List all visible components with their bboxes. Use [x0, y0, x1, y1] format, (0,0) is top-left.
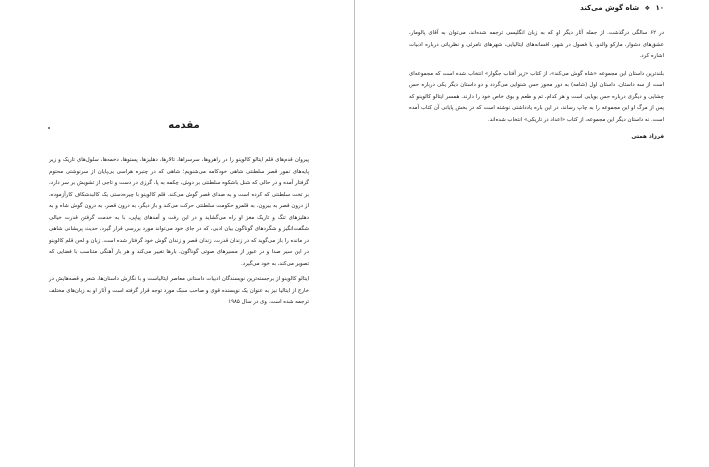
translator-name: فرزاد همتی: [631, 134, 664, 140]
page-number: ۱۰: [655, 4, 664, 12]
preface-paragraph-1: در ۶۲ سالگی درگذشت. از جمله آثار دیگر او که به زبان انگلیسی ترجمه شده‌اند، می‌توان به آقای پالومار، عشق‌های دشوار، مارکو والدو، یا فصول در شهر، افسانه‌های ایتالیایی، شهرهای نامرئی و نظریاتی درباره ادبیات اشاره کرد.: [409, 30, 665, 59]
intro-paragraph-1: پیروان قدم‌های قلم ایتالو کالوینو را در راهروها، سرسراها، تالارها، دهلیزها، پستوها، دخمه‌ها، سلول‌های تاریک و زیر پایه‌های نمور قصر سلطنتی شاهی خودکامه می‌شنویم؛ شاهی که در چنبره هراسی بی‌پایان از سرنوشتی محتوم گرفتار آمده و در حالی که شنل باشکوه سلطنتی بر دوش، چکمه به پا، گرزی در دست و تاجی از تشویش بر سر دارد، بر تخت سلطنتی که کرده است و به صدای قصر گوش می‌کند. قلم کالوینو با چیره‌دستی یک کالبدشکاف کارآزموده، از درون قصر به بیرون، به قلمرو حکومت سلطنتی حرکت می‌کند و باز دیگر، به درون قصر، به درون گوش شاه و به دهلیزهای تنگ و تاریک مغز او راه می‌گشاید و در این رفت و آمدهای پیاپی، با به خدمت گرفتن قدرت خیالی شگفت‌انگیز و شگردهای گوناگون بیان ادبی، که در جای خود می‌تواند مورد بررسی قرار گیرد، حدیث پریشانی شاهی در مانده را باز می‌گوید که در زندان قدرت، زندان قصر و زندان گوش خود گرفتار شده است. زبان و لحن قلم کالوینو در این سیر صدا و در عبور از مسیرهای صوتی گوناگون، بارها تغییر می‌کند و هر بار آهنگی متناسب با فضایی که تصویر می‌کند، به خود می‌گیرد.: [49, 157, 309, 267]
intro-paragraph-2: ایتالو کالوینو از برجسته‌ترین نویسندگان ادبیات داستانی معاصر ایتالیاست و با نگارش داستان‌ها، شعر و قصه‌هایش در خارج از ایتالیا نیز به عنوان یک نویسنده قوی و صاحب سبک مورد توجه قرار گرفته است و آثار او به زبان‌های مختلف ترجمه شده است. وی در سال ۱۹۸۵: [49, 276, 309, 305]
margin-dot: [48, 127, 50, 129]
left-page-body: [49, 155, 309, 309]
ornament-icon: ❖: [644, 5, 651, 12]
running-header: [395, 3, 664, 14]
right-page-body: [409, 28, 664, 144]
chapter-title: مقدمه: [168, 120, 200, 131]
preface-paragraph-2: بلندترین داستان این مجموعه «شاه گوش می‌کند»، از کتاب «زیر آفتاب جگوار» انتخاب شده است که مجموعه‌ای است از سه داستان. داستان اول (شامه) به دور محور حس شنوایی می‌گردد و دو داستان دیگر یکی درباره حس چشایی و دیگری درباره حس بویایی است و هر کدام، تم و طعم و بوی خاص خود را دارند. همسر ایتالو کالوینو که پس از مرگ او این مجموعه را به چاپ رساند، در این باره یادداشتی نوشته است که در بخش پایانی آن کتاب آمده است. نه داستان دیگر این مجموعه، از کتاب «اعداد در تاریکی» انتخاب شده‌اند.: [409, 70, 664, 123]
left-page: [0, 0, 354, 467]
right-page: [355, 0, 709, 467]
book-title: شاه گوش می‌کند: [580, 4, 640, 12]
